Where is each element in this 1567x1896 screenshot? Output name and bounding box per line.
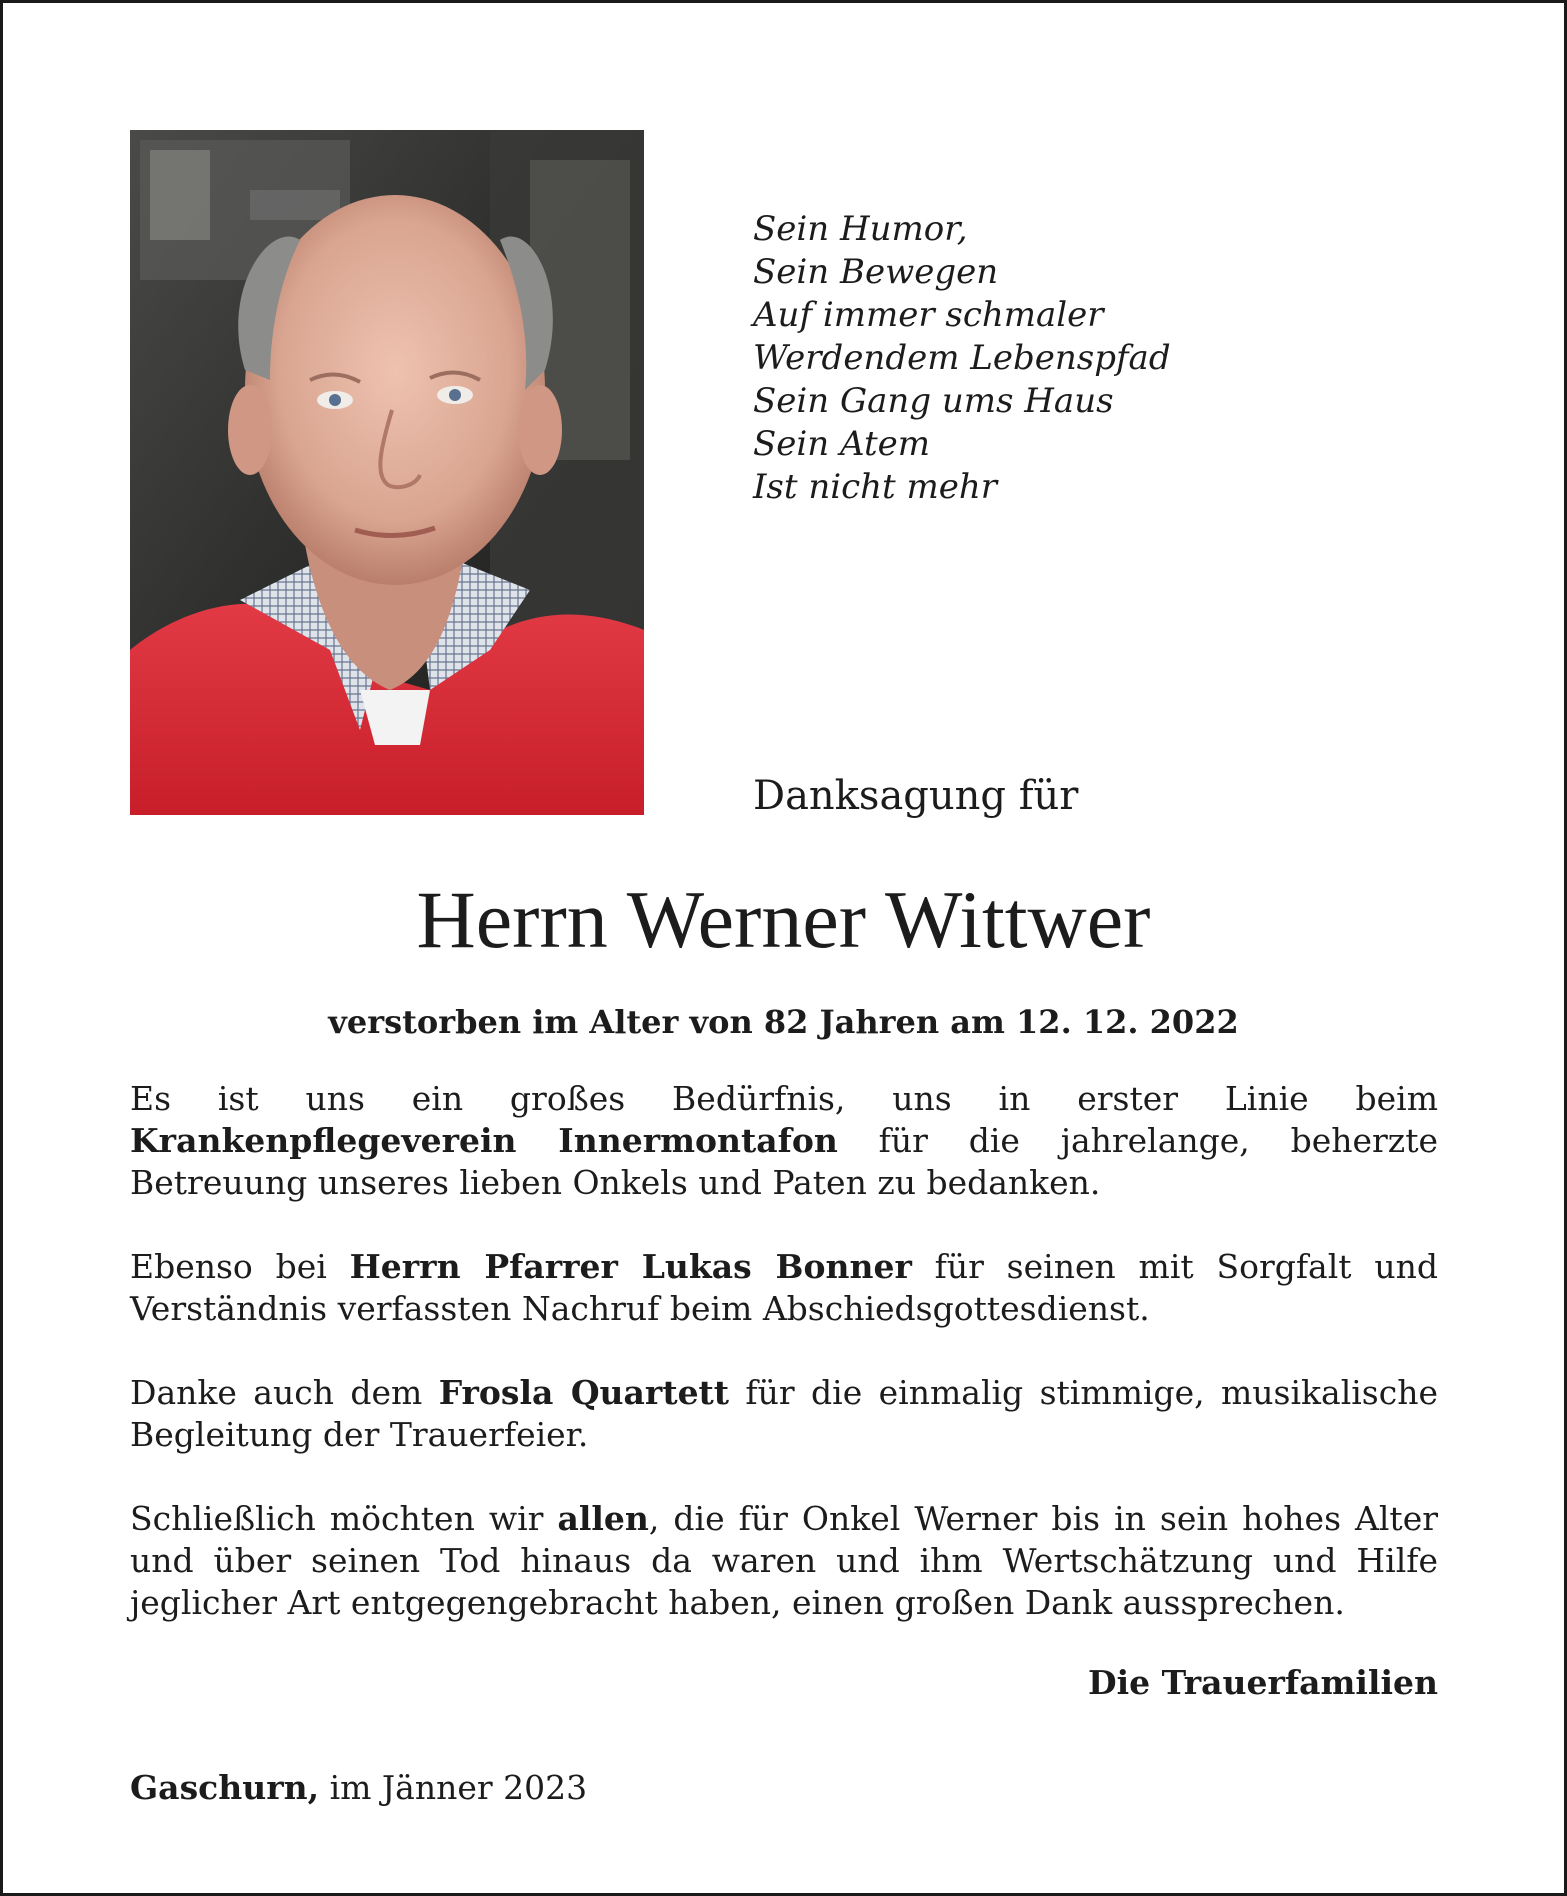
thanks-body bbox=[130, 1078, 1438, 1666]
text-run: Danke auch dem bbox=[130, 1373, 439, 1412]
poem-line: Sein Humor, bbox=[753, 209, 968, 249]
paragraph-1 bbox=[130, 1078, 1438, 1204]
poem-line: Sein Gang ums Haus bbox=[753, 381, 1114, 421]
text-run: , die für Onkel Werner bis in sein hohes Alter und über seinen Tod hinaus da waren und ihm Wertschätzung und Hilfe jeglicher Art entgegengebracht haben, einen großen Dank aussprechen. bbox=[130, 1499, 1438, 1622]
paragraph-4 bbox=[130, 1498, 1438, 1624]
bold-run: Herrn Pfarrer Lukas Bonner bbox=[349, 1247, 912, 1286]
text-run: für die einmalig stimmige, musikalische Begleitung der Trauerfeier. bbox=[130, 1373, 1438, 1454]
town: Gaschurn, bbox=[130, 1768, 320, 1807]
text-run: Schließlich möchten wir bbox=[130, 1499, 558, 1538]
paragraph-3 bbox=[130, 1372, 1438, 1456]
deceased-name: Herrn Werner Wittwer bbox=[416, 874, 1151, 965]
place-date bbox=[130, 1768, 587, 1807]
text-run: Ebenso bei bbox=[130, 1247, 350, 1286]
poem-line: Werdendem Lebenspfad bbox=[753, 338, 1171, 378]
bold-run: allen bbox=[557, 1499, 649, 1538]
paragraph-2 bbox=[130, 1246, 1438, 1330]
portrait-photo bbox=[130, 130, 644, 815]
poem-line: Sein Atem bbox=[753, 424, 930, 464]
poem-line: Ist nicht mehr bbox=[753, 467, 998, 507]
date: im Jänner 2023 bbox=[319, 1768, 588, 1807]
bold-run: Krankenpflegeverein Innermontafon bbox=[130, 1121, 838, 1160]
thanks-intro: Danksagung für bbox=[753, 773, 1079, 819]
text-run: für die jahrelange, beherzte Betreuung unseres lieben Onkels und Paten zu bedanken. bbox=[130, 1121, 1438, 1202]
obituary-page bbox=[3, 3, 1564, 1893]
death-info: verstorben im Alter von 82 Jahren am 12. 12. 2022 bbox=[328, 1003, 1239, 1041]
poem-line: Sein Bewegen bbox=[753, 252, 999, 292]
signature: Die Trauerfamilien bbox=[1087, 1663, 1438, 1702]
poem bbox=[753, 208, 1171, 509]
text-run: Es ist uns ein großes Bedürfnis, uns in erster Linie beim bbox=[130, 1079, 1438, 1118]
poem-line: Auf immer schmaler bbox=[753, 295, 1104, 335]
bold-run: Frosla Quartett bbox=[438, 1373, 730, 1412]
text-run: für seinen mit Sorgfalt und Verständnis verfassten Nachruf beim Abschiedsgottesdienst. bbox=[130, 1247, 1438, 1328]
